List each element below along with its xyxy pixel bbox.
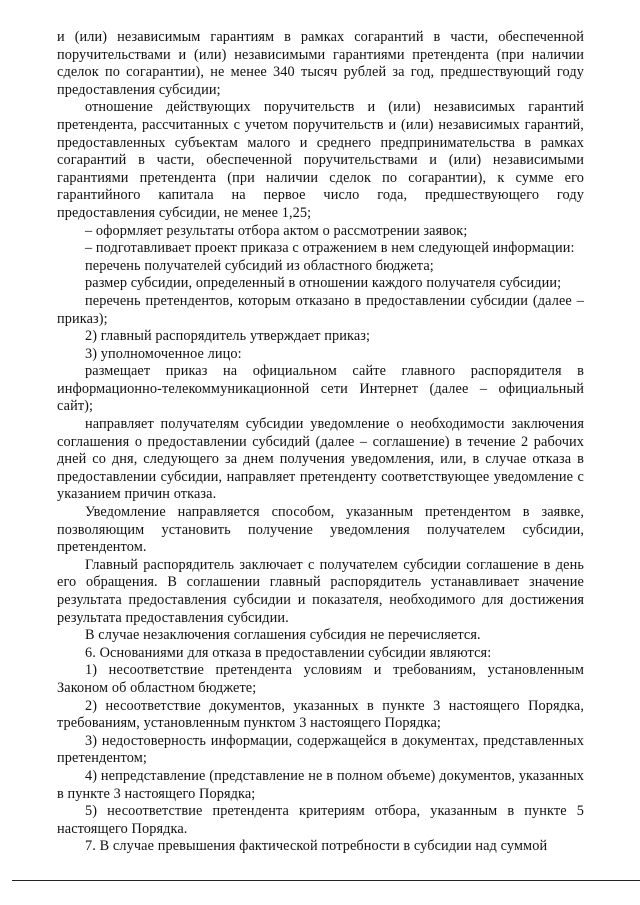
paragraph-16: 1) несоответствие претендента условиям и требованиям, установленным Законом об областном бюджете; [57,662,584,696]
paragraph-13: Главный распорядитель заключает с получателем субсидии соглашение в день его обращения. В соглашении главный распорядитель устанавливает значение результата предоставления субсидии и показателя, необходимого для достижения результата предоставления субсидии. [57,556,584,626]
paragraph-14: В случае незаключения соглашения субсидия не перечисляется. [85,627,481,644]
paragraph-9: 3) уполномоченное лицо: [85,345,242,362]
paragraph-21: 7. В случае превышения фактической потребности в субсидии над суммой [85,838,548,855]
page-bottom-rule [12,880,640,881]
paragraph-6: размер субсидии, определенный в отношении каждого получателя субсидии; [85,275,562,292]
paragraph-10: размещает приказ на официальном сайте главного распорядителя в информационно-телекоммуникационной сети Интернет (далее – официальный сайт); [57,363,584,415]
paragraph-5: перечень получателей субсидий из областного бюджета; [85,257,434,274]
paragraph-19: 4) непредставление (представление не в полном объеме) документов, указанных в пункте 3 настоящего Порядка; [57,767,584,802]
paragraph-12: Уведомление направляется способом, указанным претендентом в заявке, позволяющим установить получение уведомления получателем субсидии, претендентом. [57,504,584,556]
paragraph-3: – оформляет результаты отбора актом о рассмотрении заявок; [85,222,468,239]
paragraph-18: 3) недостоверность информации, содержащейся в документах, представленных претендентом; [57,732,584,767]
paragraph-7: перечень претендентов, которым отказано в предоставлении субсидии (далее – приказ); [57,292,584,327]
paragraph-17: 2) несоответствие документов, указанных в пункте 3 настоящего Порядка, требованиям, установленным пунктом 3 настоящего Порядка; [57,697,584,732]
paragraph-8: 2) главный распорядитель утверждает приказ; [85,328,371,345]
paragraph-2: отношение действующих поручительств и (или) независимых гарантий претендента, рассчитанных с учетом поручительств и (или) независимых гарантий, предоставленных субъектам малого и среднего предпринимательства в рамках согарантий в части, обеспеченной поручительствами и (или) независимыми гарантиями претендента (при наличии сделок по согарантии), к сумме его гарантийного капитала на первое число года, предшествующего году предоставления субсидии, не менее 1,25; [57,99,584,221]
paragraph-11: направляет получателям субсидии уведомление о необходимости заключения соглашения о предоставлении субсидий (далее – соглашение) в течение 2 рабочих дней со дня, следующего за днем получения уведомления, или, в случае отказа в предоставлении субсидии, направляет претенденту соответствующее уведомление с указанием причин отказа. [57,416,584,503]
paragraph-4: – подготавливает проект приказа с отражением в нем следующей информации: [85,240,575,257]
paragraph-15: 6. Основаниями для отказа в предоставлении субсидии являются: [85,644,492,661]
paragraph-20: 5) несоответствие претендента критериям отбора, указанным в пункте 5 настоящего Порядка. [57,803,584,837]
paragraph-1: и (или) независимым гарантиям в рамках согарантий в части, обеспеченной поручительствами и (или) независимыми гарантиями претендента (при наличии сделок по согарантии), не менее 340 тысяч рублей за год, предшествующий году предоставления субсидии; [57,29,584,98]
